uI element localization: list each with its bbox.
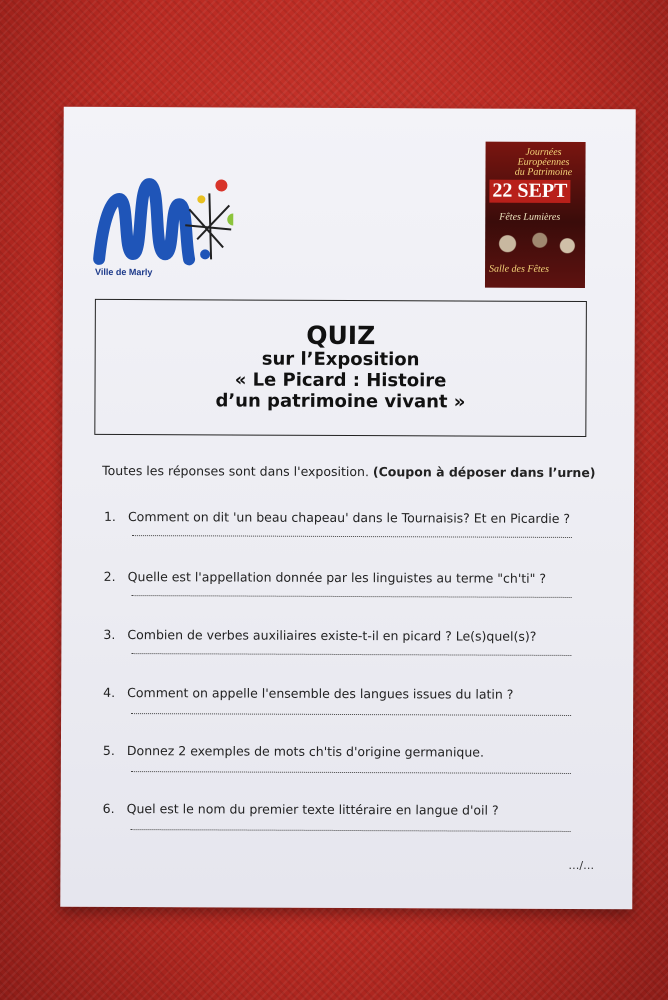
continue-mark: …/… xyxy=(568,858,595,873)
question-2: 2. Quelle est l'appellation donnée par les linguistes au terme "ch'ti" ? xyxy=(103,568,547,586)
quiz-subtitle-1: sur l’Exposition xyxy=(261,348,420,371)
question-6: 6. Quel est le nom du premier texte littéraire en langue d'oil ? xyxy=(102,800,499,818)
intro-plain: Toutes les réponses sont dans l'exposition. xyxy=(102,462,373,480)
answer-line-4[interactable] xyxy=(131,713,571,716)
quiz-title: QUIZ xyxy=(306,320,376,351)
logo-text: Ville de Marly xyxy=(95,266,153,278)
poster-venue: Salle des Fêtes xyxy=(489,263,550,275)
quiz-subtitle-3: d’un patrimoine vivant » xyxy=(215,390,466,413)
quiz-subtitle-2: « Le Picard : Histoire xyxy=(234,369,447,392)
intro-text xyxy=(102,463,595,480)
question-5: 5. Donnez 2 exemples de mots ch'tis d'origine germanique. xyxy=(102,742,485,760)
ville-de-marly-logo xyxy=(93,159,234,280)
answer-line-6[interactable] xyxy=(131,829,571,832)
answer-line-5[interactable] xyxy=(131,771,571,774)
answer-line-2[interactable] xyxy=(132,595,572,598)
poster-title: Journées Européennes du Patrimoine xyxy=(514,146,573,178)
answer-line-3[interactable] xyxy=(131,653,571,656)
event-poster xyxy=(485,142,586,288)
quiz-sheet xyxy=(60,107,635,909)
quiz-title-box xyxy=(94,299,587,437)
question-4: 4. Comment on appelle l'ensemble des langues issues du latin ? xyxy=(103,684,514,702)
intro-bold: (Coupon à déposer dans l’urne) xyxy=(372,464,596,481)
question-3: 3. Combien de verbes auxiliaires existe-t-il en picard ? Le(s)quel(s)? xyxy=(103,626,537,644)
poster-date: 22 SEPT xyxy=(489,180,570,203)
question-1: 1. Comment on dit 'un beau chapeau' dans le Tournaisis? Et en Picardie ? xyxy=(103,508,571,526)
poster-figures xyxy=(489,226,581,262)
poster-subtitle: Fêtes Lumières xyxy=(499,211,561,223)
answer-line-1[interactable] xyxy=(132,535,572,538)
